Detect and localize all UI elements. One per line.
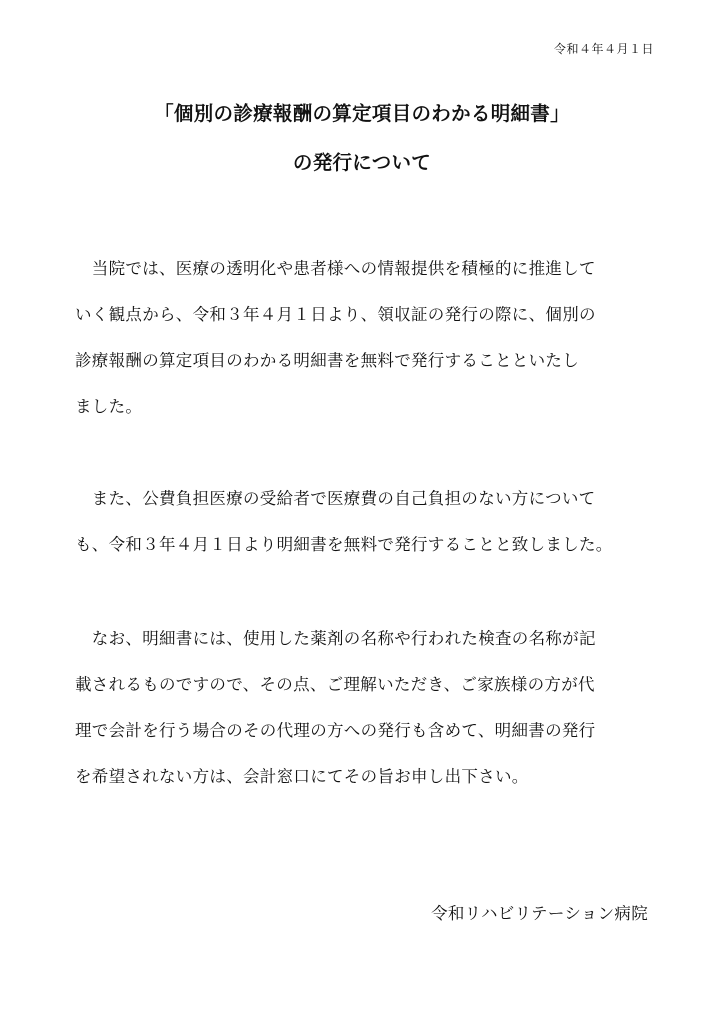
paragraph-line: 載されるものですので、その点、ご理解いただき、ご家族様の方が代 — [75, 675, 595, 694]
paragraph-line: ました。 — [75, 397, 143, 416]
paragraph-line: 理で会計を行う場合のその代理の方への発行も含めて、明細書の発行 — [75, 721, 596, 740]
document-title-line-2: の発行について — [292, 151, 432, 174]
issue-date: 令和４年４月１日 — [553, 42, 654, 56]
paragraph-line: いく観点から、令和３年４月１日より、領収証の発行の際に、個別の — [75, 305, 596, 324]
document-title-line-1: 「個別の診療報酬の算定項目のわかる明細書」 — [154, 102, 570, 125]
paragraph-line: も、令和３年４月１日より明細書を無料で発行することと致しました。 — [75, 535, 613, 554]
paragraph-line: 診療報酬の算定項目のわかる明細書を無料で発行することといたし — [75, 351, 579, 370]
paragraph-line: 当院では、医療の透明化や患者様への情報提供を積極的に推進して — [75, 259, 596, 278]
hospital-name: 令和リハビリテーション病院 — [431, 904, 648, 923]
paragraph-line: なお、明細書には、使用した薬剤の名称や行われた検査の名称が記 — [75, 629, 596, 648]
paragraph-line: また、公費負担医療の受給者で医療費の自己負担のない方について — [75, 489, 596, 508]
paragraph-line: を希望されない方は、会計窓口にてその旨お申し出下さい。 — [75, 767, 529, 786]
